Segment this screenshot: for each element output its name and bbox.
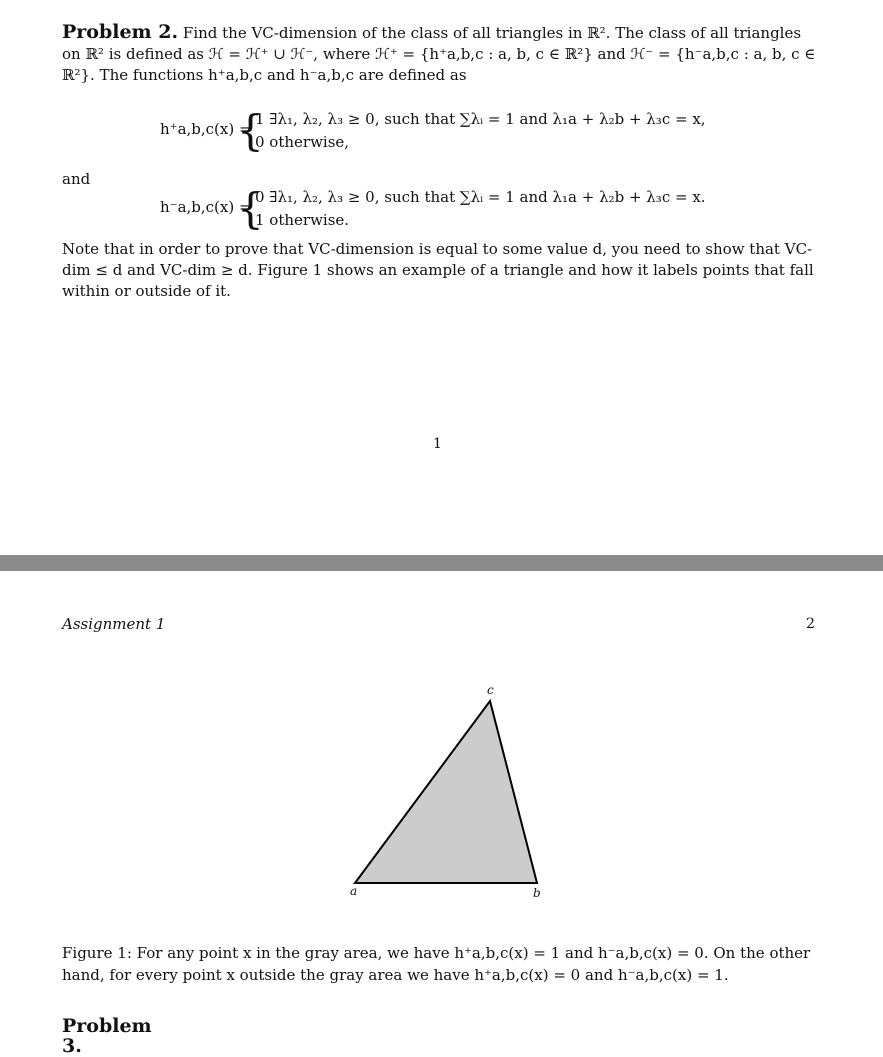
equation-h-plus [160, 108, 820, 158]
equation-case-2: 0 otherwise, [255, 133, 350, 151]
vertex-label-a: a [350, 884, 358, 898]
case-brace: { [237, 184, 264, 233]
equation-lhs: h⁻a,b,c(x) = [160, 198, 252, 216]
case-brace: { [237, 106, 264, 155]
equation-lhs: h⁺a,b,c(x) = [160, 120, 252, 138]
equation-case-1: 1 ∃λ₁, λ₂, λ₃ ≥ 0, such that ∑λᵢ = 1 and λ₁a + λ₂b + λ₃c = x, [255, 110, 706, 128]
vertex-label-c: c [487, 683, 494, 697]
note-paragraph: Note that in order to prove that VC-dimension is equal to some value d, you need to show that VC-dim ≤ d and VC-dim ≥ d. Figure 1 shows an example of a triangle and how it labels points that fall within or outside of it. [62, 240, 814, 300]
equation-h-minus [160, 186, 820, 236]
problem-intro-text: Find the VC-dimension of the class of all triangles in ℝ². The class of all triangles on ℝ² is defined as ℋ = ℋ⁺ ∪ ℋ⁻, where ℋ⁺ = {h⁺a,b,c : a, b, c ∈ ℝ²} and ℋ⁻ = {h⁻a,b,c : a, b, c ∈ ℝ²}. The functions h⁺a,b,c and h⁻a,b,c are defined as [62, 24, 816, 84]
triangle-shape [355, 701, 537, 883]
page-number: 1 [433, 436, 442, 452]
and-text: and [62, 170, 91, 188]
vertex-label-b: b [533, 886, 541, 900]
equation-case-2: 1 otherwise. [255, 211, 350, 229]
page-separator [0, 555, 883, 571]
problem-label: Problem 2. [62, 21, 179, 43]
problem-2-intro [62, 22, 817, 86]
running-head: Assignment 1 [62, 615, 166, 633]
page-number: 2 [806, 616, 815, 632]
triangle-figure [340, 681, 560, 901]
equation-case-1: 0 ∃λ₁, λ₂, λ₃ ≥ 0, such that ∑λᵢ = 1 and λ₁a + λ₂b + λ₃c = x. [255, 188, 706, 206]
figure-caption: Figure 1: For any point x in the gray area, we have h⁺a,b,c(x) = 1 and h⁻a,b,c(x) = 0. On the other hand, for every point x outside the gray area we have h⁺a,b,c(x) = 0 and h⁻a,b,c(x) = 1. [62, 944, 811, 984]
next-problem-heading: Problem 3. [62, 1015, 152, 1057]
